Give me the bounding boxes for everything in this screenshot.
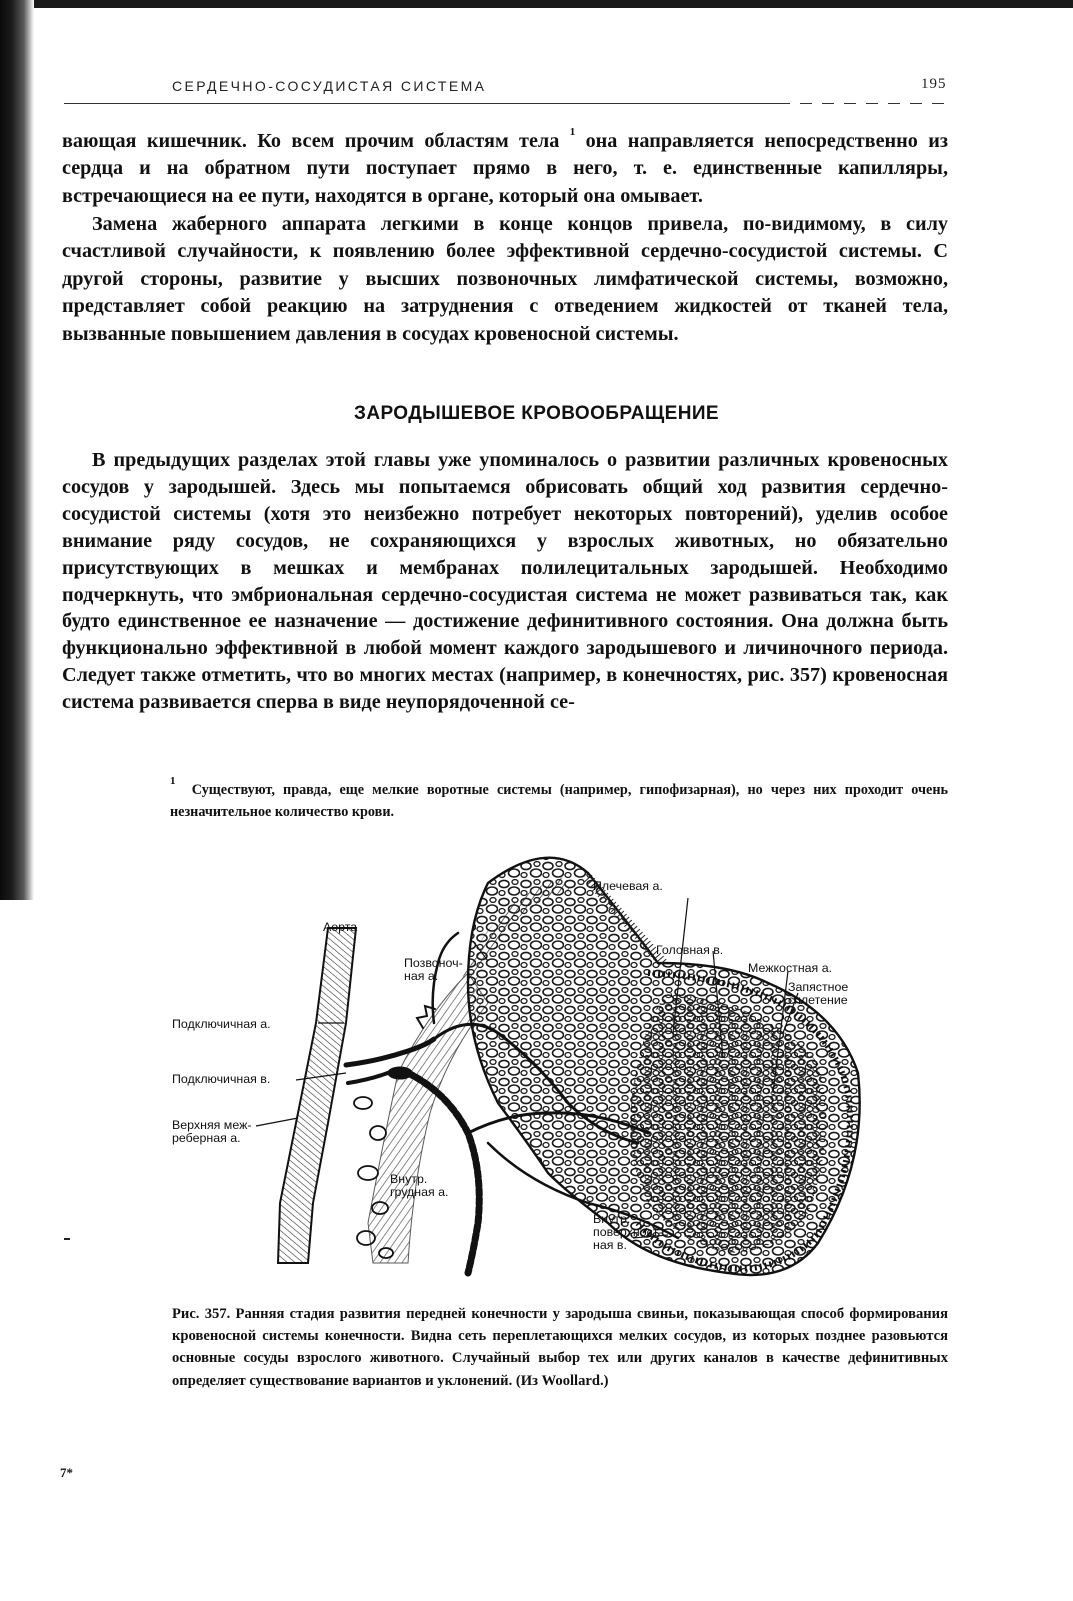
label-vertebral-artery: Позвоноч- ная а. — [404, 956, 463, 983]
margin-mark — [64, 1238, 70, 1240]
paragraph-1 — [62, 128, 948, 210]
paragraph-3: В предыдущих разделах этой главы уже упоминалось о развитии различных кровеносных сосудов у зародышей. Здесь мы попытаемся обрисовать общий ход развития сердечно-сосудистой системы (хотя это неизбежно потребует некоторых повторений), уделив особое внимание ряду сосудов, не сохраняющихся у взрослых животных, но обязательно присутствующих в мешках и мембранах полилецитальных зародышей. Необходимо подчеркнуть, что эмбриональная сердечно-сосудистая система не может развиваться так, как будто единственное ее назначение — достижение дефинитивного состояния. Она должна быть функционально эффективной в любой момент каждого зародышевого и личиночного периода. Следует также отметить, что во многих местах (например, в конечностях, рис. 357) кровеносная система развивается сперва в виде неупорядоченной се- — [62, 449, 948, 714]
running-head: СЕРДЕЧНО-СОСУДИСТАЯ СИСТЕМА — [172, 78, 487, 94]
paragraph-1-start: вающая кишечник. Ко всем прочим областям тела — [62, 130, 560, 152]
section-title: ЗАРОДЫШЕВОЕ КРОВООБРАЩЕНИЕ — [354, 403, 719, 424]
label-subclavian-artery: Подключичная а. — [172, 1017, 271, 1031]
top-edge-band — [0, 0, 1073, 8]
paragraph-1-end: она направляется непосредственно из сердца и на обратном пути поступает прямо в него, т. е. единственные капилляры, встречающиеся на ее пути, находятся в органе, который она омывает. — [62, 130, 948, 207]
label-subclavian-vein: Подключичная в. — [172, 1072, 271, 1086]
paragraph-2: Замена жаберного аппарата легкими в конце концов привела, по-видимому, в силу счастливой случайности, к появлению более эффективной сердечно-сосудистой системы. С другой стороны, развитие у высших позвоночных лимфатической системы, возможно, представляет собой реакцию на затруднения с отведением жидкостей от тканей тела, вызванные повышением давления в сосудах кровеносной системы. — [62, 213, 948, 345]
label-intercostal-artery: Верхняя меж- реберная а. — [172, 1118, 252, 1145]
label-brachial-artery: Плечевая а. — [593, 879, 663, 893]
label-aorta: Аорта — [323, 920, 358, 934]
footnote — [170, 775, 948, 823]
page-number: 195 — [921, 76, 947, 92]
label-superficial-vein: Внутр. поверхност- ная в. — [593, 1212, 663, 1252]
limb-vessel-illustration — [168, 843, 888, 1293]
label-interosseous-artery: Межкостная а. — [748, 961, 833, 975]
header-rule-break — [790, 103, 950, 106]
figure-caption: Рис. 357. Ранняя стадия развития передней конечности у зародыша свиньи, показывающая способ формирования кровеносной системы конечности. Видна сеть переплетающихся мелких сосудов, из которых позднее разовьются основные сосуды взрослого животного. Случайный выбор тех или других каналов в качестве дефинитивных определяет существование вариантов и уклонений. (Из Woollard.) — [172, 1306, 948, 1389]
signature-mark: 7* — [60, 1465, 73, 1480]
footnote-text: Существуют, правда, еще мелкие воротные системы (например, гипофизарная), но через них проходит очень незначительное количество крови. — [170, 782, 948, 820]
label-cephalic-vein: Головная в. — [656, 943, 724, 957]
footnote-marker: 1 — [170, 775, 176, 788]
footnote-ref[interactable]: 1 — [569, 126, 576, 139]
book-spine-shadow — [0, 0, 34, 900]
label-carpal-plexus: Запястное сплетение — [788, 980, 849, 1007]
label-internal-thoracic: Внутр. грудная а. — [390, 1172, 449, 1199]
limb-bud — [468, 858, 860, 1275]
aorta-vessel — [278, 928, 356, 1263]
figure-357 — [168, 843, 888, 1293]
